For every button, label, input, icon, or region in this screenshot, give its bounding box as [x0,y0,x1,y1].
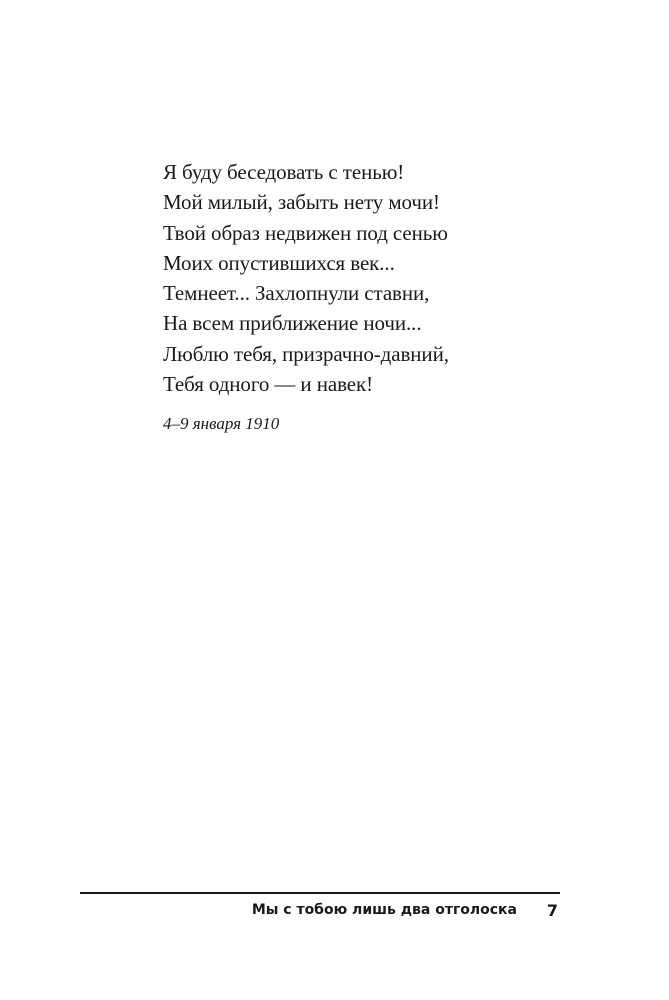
poem-line: Тебя одного — и навек! [163,372,373,397]
poem-line: На всем приближение ночи... [163,311,422,336]
poem-line: Твой образ недвижен под сенью [163,220,448,245]
page-number: 7 [546,901,558,920]
footer-divider [80,892,560,894]
poem-line: Мой милый, забыть нету мочи! [163,190,440,215]
poem-line: Я буду беседовать с тенью! [163,160,405,184]
running-title: Мы с тобою лишь два отголоска [251,902,517,918]
poem-line: Люблю тебя, призрачно-давний, [163,341,449,366]
poem-date: 4–9 января 1910 [163,414,280,433]
poem-stanza [163,157,449,399]
poem-line: Темнеет... Захлопнули ставни, [163,281,430,306]
poem-line: Моих опустившихся век... [163,250,395,275]
